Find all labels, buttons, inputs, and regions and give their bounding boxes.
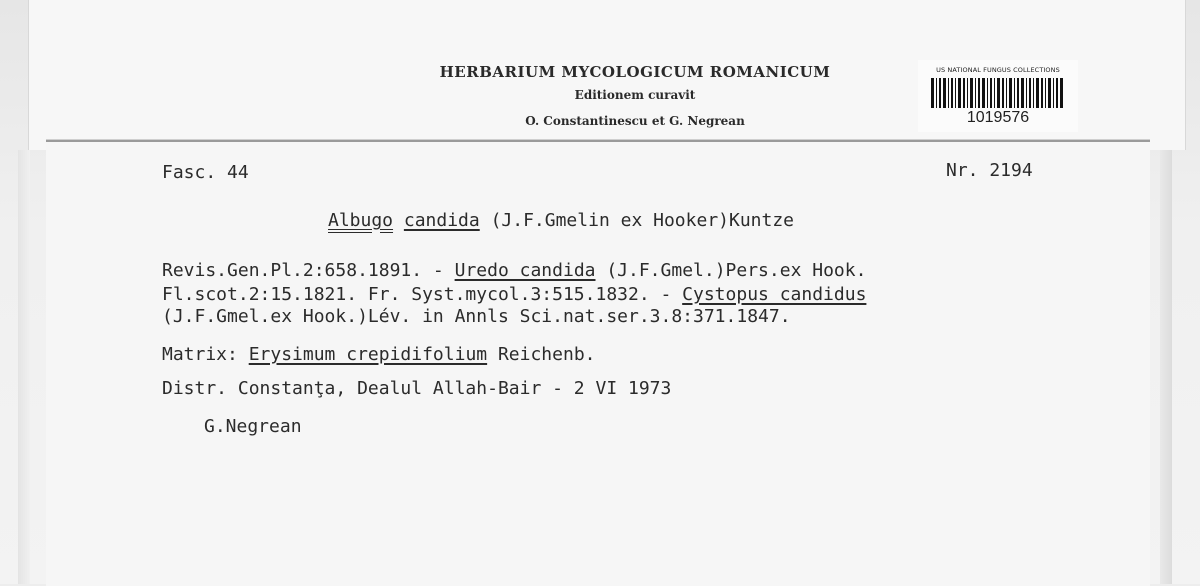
- sheet-right-edge: [1160, 150, 1172, 584]
- reference-line-2-prefix: Fl.scot.2:15.1821. Fr. Syst.mycol.3:515.1832. -: [162, 284, 683, 305]
- reference-line-1: [162, 260, 866, 281]
- reference-line-1-suffix: (J.F.Gmel.)Pers.ex Hook.: [595, 260, 867, 281]
- matrix-label: Matrix:: [162, 344, 249, 365]
- barcode-label: [918, 60, 1078, 132]
- reference-line-1-prefix: Revis.Gen.Pl.2:658.1891. -: [162, 260, 455, 281]
- taxon-genus: Albugo: [328, 210, 394, 231]
- taxon-species: candida: [403, 210, 480, 231]
- barcode-icon: [931, 78, 1065, 108]
- herbarium-header: [380, 60, 890, 134]
- matrix-line: [162, 344, 596, 365]
- host-name: Erysimum crepidifolium: [248, 344, 488, 365]
- synonym-uredo-candida: Uredo candida: [454, 260, 596, 281]
- collector-name: G.Negrean: [204, 416, 302, 437]
- barcode-caption: US NATIONAL FUNGUS COLLECTIONS: [936, 66, 1060, 74]
- exsiccata-number: Nr. 2194: [946, 160, 1033, 181]
- taxon-name: [328, 210, 794, 231]
- synonym-cystopus-candidus: Cystopus candidus: [682, 284, 867, 305]
- taxon-author: (J.F.Gmelin ex Hooker)Kuntze: [490, 210, 795, 231]
- host-author: Reichenb.: [487, 344, 596, 365]
- herbarium-editors: O. Constantinescu et G. Negrean: [525, 114, 745, 128]
- barcode-number: 1019576: [966, 109, 1030, 126]
- fascicle-number: Fasc. 44: [162, 162, 249, 183]
- herbarium-title: HERBARIUM MYCOLOGICUM ROMANICUM: [439, 63, 831, 81]
- reference-line-3: (J.F.Gmel.ex Hook.)Lév. in Annls Sci.nat.ser.3.8:371.1847.: [162, 306, 791, 327]
- sheet-left-edge: [18, 150, 30, 584]
- herbarium-subtitle: Editionem curavit: [574, 88, 696, 102]
- distribution-line: Distr. Constanţa, Dealul Allah-Bair - 2 VI 1973: [162, 378, 672, 399]
- reference-line-2: [162, 284, 866, 305]
